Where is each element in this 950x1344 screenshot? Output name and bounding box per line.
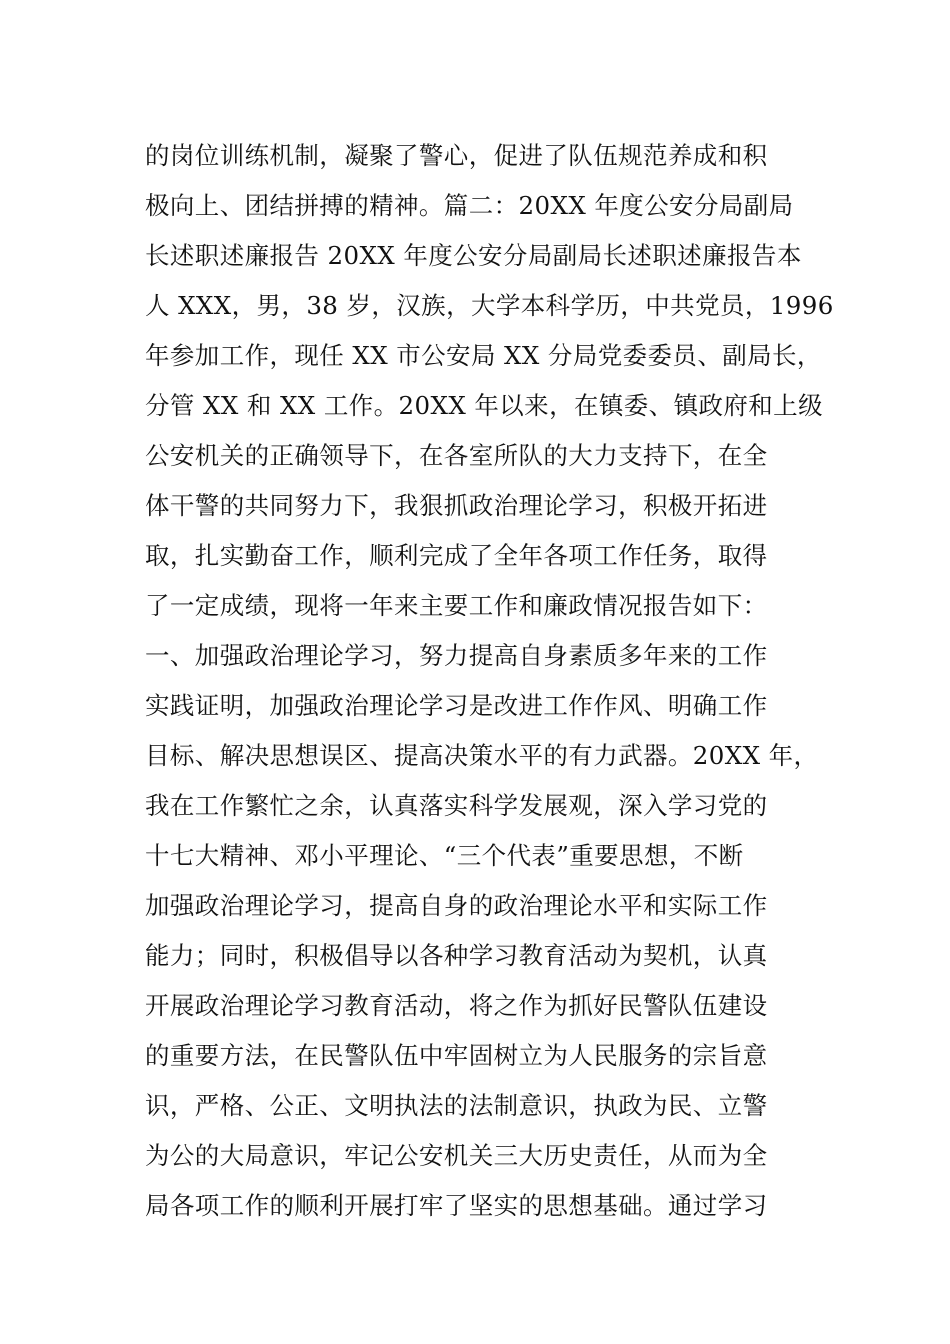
text-line: 实践证明，加强政治理论学习是改进工作作风、明确工作 bbox=[145, 691, 768, 720]
text-line: 十七大精神、邓小平理论、“三个代表”重要思想，不断 bbox=[145, 841, 744, 870]
text-line: 长述职述廉报告 20XX 年度公安分局副局长述职述廉报告本 bbox=[145, 241, 802, 270]
text-line: 的岗位训练机制，凝聚了警心，促进了队伍规范养成和积 bbox=[145, 141, 768, 170]
text-line: 取，扎实勤奋工作，顺利完成了全年各项工作任务，取得 bbox=[145, 541, 768, 570]
text-line: 极向上、团结拼搏的精神。篇二：20XX 年度公安分局副局 bbox=[145, 191, 794, 220]
text-line: 能力；同时，积极倡导以各种学习教育活动为契机，认真 bbox=[145, 941, 768, 970]
text-line: 人 XXX，男，38 岁，汉族，大学本科学历，中共党员，1996 bbox=[145, 291, 834, 320]
text-line: 公安机关的正确领导下，在各室所队的大力支持下，在全 bbox=[145, 441, 768, 470]
text-line: 的重要方法，在民警队伍中牢固树立为人民服务的宗旨意 bbox=[145, 1041, 768, 1070]
text-line: 体干警的共同努力下，我狠抓政治理论学习，积极开拓进 bbox=[145, 491, 768, 520]
text-line: 加强政治理论学习，提高自身的政治理论水平和实际工作 bbox=[145, 891, 768, 920]
text-line: 年参加工作，现任 XX 市公安局 XX 分局党委委员、副局长， bbox=[145, 341, 822, 370]
text-line: 我在工作繁忙之余，认真落实科学发展观，深入学习党的 bbox=[145, 791, 768, 820]
text-line: 一、加强政治理论学习，努力提高自身素质多年来的工作 bbox=[145, 641, 768, 670]
text-line: 开展政治理论学习教育活动，将之作为抓好民警队伍建设 bbox=[145, 991, 768, 1020]
document-body bbox=[145, 131, 835, 1231]
text-line: 识，严格、公正、文明执法的法制意识，执政为民、立警 bbox=[145, 1091, 768, 1120]
text-line: 了一定成绩，现将一年来主要工作和廉政情况报告如下： bbox=[145, 591, 768, 620]
text-line: 分管 XX 和 XX 工作。20XX 年以来，在镇委、镇政府和上级 bbox=[145, 391, 823, 420]
text-line: 局各项工作的顺利开展打牢了坚实的思想基础。通过学习 bbox=[145, 1191, 768, 1220]
text-line: 目标、解决思想误区、提高决策水平的有力武器。20XX 年， bbox=[145, 741, 819, 770]
text-line: 为公的大局意识，牢记公安机关三大历史责任，从而为全 bbox=[145, 1141, 768, 1170]
